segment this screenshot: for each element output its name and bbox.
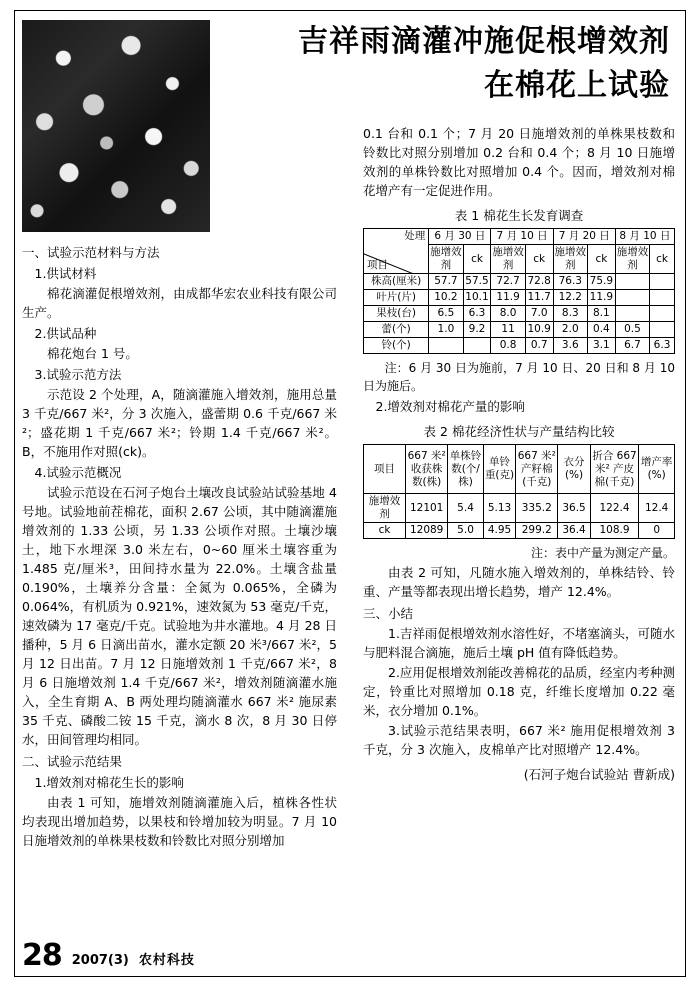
table-2-cell: 5.4 — [448, 494, 484, 523]
table-row — [364, 229, 675, 245]
subsection-1-3-text: 示范设 2 个处理，A，随滴灌施入增效剂，施用总量 3 千克/667 米²，分 3 次施入，盛蕾期 0.6 千克/667 米²；盛花期 1 千克/667 米²；铃期 1.4 千克/667 米²。B，不施用作对照(ck)。 — [22, 387, 337, 459]
table-row — [364, 322, 675, 338]
table-1-sub-header: 施增效剂 — [615, 245, 649, 274]
table-1-cell: 6.5 — [429, 306, 463, 322]
table-2-cell: 5.0 — [448, 523, 484, 539]
table-1-row-label: 株高(厘米) — [364, 274, 429, 290]
table-1-cell — [615, 290, 649, 306]
table-2-col-header: 单铃重(克) — [483, 445, 515, 494]
table-1-cell: 1.0 — [429, 322, 463, 338]
table-1-row-label: 铃(个) — [364, 338, 429, 354]
table-1-cell: 8.1 — [587, 306, 615, 322]
issue-label: 2007(3) — [71, 953, 129, 968]
subsection-2-1-text: 由表 1 可知，施增效剂随滴灌施入后，植株各性状均表现出增加趋势，以果枝和铃增加较为明显。7 月 10 日施增效剂的单株果枝数和铃数比对照分别增加 — [22, 795, 337, 848]
table-2-cell: 299.2 — [516, 523, 558, 539]
subsection-1-4-text: 试验示范设在石河子炮台土壤改良试验站试验基地 4 号地。试验地前茬棉花，面积 2.67 公顷，其中随滴灌施增效剂的 1.33 公顷，另 1.33 公顷作对照。土壤沙壤土，地下水埋深 3.0 米左右，0~60 厘米土壤容重为 1.485 克/厘米³，田间持水量为 22.0%。土壤含盐量 0.190%，土壤养分含量：全氮为 0.065%，全磷为 0.064%，有机质为 0.921%，速效氮为 53 毫克/千克，速效磷为 17 毫克/千克。试验地为井水灌地。4 月 28 日播种，5 月 6 日滴出苗水，灌水定额 20 米³/667 米²，5 月 12 日出苗。7 月 12 日施增效剂 1 千克/667 米²，8 月 6 日施增效剂 1.4 千克/667 米²，增效剂随滴灌水施入，全生育期 A、B 两处理均随滴灌水 667 米² 施尿素 35 千克、磷酸二铵 15 千克，滴水 8 次，8 月 30 日停水，田间管理均相同。 — [22, 485, 337, 747]
left-column — [22, 240, 337, 851]
table-1-row-label: 叶片(片) — [364, 290, 429, 306]
table-1-cell: 11.7 — [525, 290, 553, 306]
journal-name: 农村科技 — [138, 953, 195, 968]
table-row — [364, 274, 675, 290]
table-1-cell: 76.3 — [553, 274, 587, 290]
table-2-cell: 12089 — [406, 523, 448, 539]
cotton-field-photo — [22, 20, 210, 232]
table-1-cell — [650, 274, 675, 290]
page-border-bottom — [14, 976, 686, 977]
article-title — [170, 22, 670, 106]
table-2-col-header: 667 米² 收获株数(株) — [406, 445, 448, 494]
table-1-corner-bottom-label: 项目 — [367, 259, 388, 271]
table-2-col-header: 项目 — [364, 445, 406, 494]
summary-point-3: 3.试验示范结果表明，667 米² 施用促根增效剂 3 千克，分 3 次施入，皮棉单产比对照增产 12.4%。 — [363, 723, 675, 757]
table-1-cell — [615, 306, 649, 322]
table-1-note: 注：6 月 30 日为施前，7 月 10 日、20 日和 8 月 10 日为施后。 — [363, 361, 675, 393]
table-2-col-header: 667 米² 产籽棉(千克) — [516, 445, 558, 494]
subsection-2-2-heading: 2.增效剂对棉花产量的影响 — [375, 399, 525, 414]
right-column — [363, 124, 675, 785]
section-1-heading: 一、试验示范材料与方法 — [22, 245, 160, 260]
table-1-row-label: 蕾(个) — [364, 322, 429, 338]
table-2-cell: 12.4 — [639, 494, 675, 523]
table-1-sub-header: ck — [587, 245, 615, 274]
table-1-cell: 11.9 — [491, 290, 525, 306]
table-1-cell: 6.3 — [463, 306, 491, 322]
table-1-sub-header: ck — [463, 245, 491, 274]
table-1-cell — [615, 274, 649, 290]
table-1-cell: 57.5 — [463, 274, 491, 290]
table-row — [364, 445, 675, 494]
table-1-caption: 表 1 棉花生长发育调查 — [454, 208, 584, 223]
table-1-cell — [463, 338, 491, 354]
table-1-cell: 7.0 — [525, 306, 553, 322]
table-1-cell: 8.3 — [553, 306, 587, 322]
table-2-col-header: 单株铃数(个/株) — [448, 445, 484, 494]
after-table-2-text: 由表 2 可知，凡随水施入增效剂的，单株结铃、铃重、产量等都表现出增长趋势，增产 12.4%。 — [363, 565, 675, 599]
page-border-top — [14, 10, 686, 11]
table-1-sub-header: 施增效剂 — [553, 245, 587, 274]
table-1-cell: 11 — [491, 322, 525, 338]
table-1-row-label: 果枝(台) — [364, 306, 429, 322]
table-1-cell: 6.3 — [650, 338, 675, 354]
table-row — [364, 494, 675, 523]
table-2-col-header: 折合 667 米² 产皮棉(千克) — [590, 445, 639, 494]
table-1-cell: 72.8 — [525, 274, 553, 290]
table-row — [364, 338, 675, 354]
table-2-col-header: 衣分(%) — [558, 445, 590, 494]
table-1-cell — [650, 306, 675, 322]
title-line-1: 吉祥雨滴灌冲施促根增效剂 — [298, 24, 670, 59]
table-1-cell: 75.9 — [587, 274, 615, 290]
table-2-cell: 4.95 — [483, 523, 515, 539]
table-1-group-header: 7 月 10 日 — [491, 229, 553, 245]
right-intro-text: 0.1 台和 0.1 个；7 月 20 日施增效剂的单株果枝数和铃数比对照分别增加 0.2 台和 0.4 个；8 月 10 日施增效剂的单株铃数比对照增加 0.4 个。因而，增效剂对棉花增产有一定促进作用。 — [363, 126, 675, 198]
table-yield-structure — [363, 444, 675, 539]
table-1-cell: 0.7 — [525, 338, 553, 354]
table-1-cell: 57.7 — [429, 274, 463, 290]
table-2-cell: 122.4 — [590, 494, 639, 523]
table-1-sub-header: 施增效剂 — [491, 245, 525, 274]
table-1-cell: 2.0 — [553, 322, 587, 338]
table-1-cell: 10.2 — [429, 290, 463, 306]
page-border-left — [14, 10, 15, 977]
page-footer — [22, 938, 195, 973]
table-row — [364, 290, 675, 306]
table-2-cell: 335.2 — [516, 494, 558, 523]
table-1-group-header: 6 月 30 日 — [429, 229, 491, 245]
summary-point-1: 1.吉祥雨促根增效剂水溶性好，不堵塞滴头，可随水与肥料混合滴施，施后土壤 pH 值有降低趋势。 — [363, 626, 675, 660]
table-2-cell: 5.13 — [483, 494, 515, 523]
page-border-right — [685, 10, 686, 977]
table-1-cell: 8.0 — [491, 306, 525, 322]
table-1-group-header: 8 月 10 日 — [615, 229, 674, 245]
subsection-1-2-text: 棉花炮台 1 号。 — [47, 346, 138, 361]
summary-point-2: 2.应用促根增效剂能改善棉花的品质，经室内考种测定，铃重比对照增加 0.18 克，纤维长度增加 0.22 毫米，衣分增加 0.1%。 — [363, 665, 675, 718]
table-2-col-header: 增产率(%) — [639, 445, 675, 494]
table-1-cell — [650, 290, 675, 306]
table-row — [364, 306, 675, 322]
page-number: 28 — [22, 938, 62, 973]
table-2-row-label: ck — [364, 523, 406, 539]
table-1-cell: 10.9 — [525, 322, 553, 338]
subsection-1-4-heading: 4.试验示范概况 — [34, 465, 122, 480]
table-1-sub-header: 施增效剂 — [429, 245, 463, 274]
table-1-sub-header: ck — [525, 245, 553, 274]
table-2-cell: 0 — [639, 523, 675, 539]
table-1-cell: 3.1 — [587, 338, 615, 354]
table-1-cell: 0.8 — [491, 338, 525, 354]
table-2-cell: 12101 — [406, 494, 448, 523]
subsection-1-3-heading: 3.试验示范方法 — [34, 367, 122, 382]
table-1-cell: 9.2 — [463, 322, 491, 338]
table-1-group-header: 7 月 20 日 — [553, 229, 615, 245]
section-3-heading: 三、小结 — [363, 606, 414, 621]
table-2-cell: 108.9 — [590, 523, 639, 539]
table-1-cell: 3.6 — [553, 338, 587, 354]
table-2-row-label: 施增效剂 — [364, 494, 406, 523]
subsection-2-1-heading: 1.增效剂对棉花生长的影响 — [34, 775, 184, 790]
table-1-cell: 10.1 — [463, 290, 491, 306]
table-1-cell: 0.4 — [587, 322, 615, 338]
article-signature: (石河子炮台试验站 曹新成) — [523, 767, 675, 782]
table-1-cell — [429, 338, 463, 354]
table-1-cell: 11.9 — [587, 290, 615, 306]
subsection-1-1-text: 棉花滴灌促根增效剂，由成都华宏农业科技有限公司生产。 — [22, 286, 337, 320]
table-growth-development — [363, 228, 675, 354]
subsection-1-1-heading: 1.供试材料 — [34, 266, 97, 281]
table-2-cell: 36.4 — [558, 523, 590, 539]
subsection-1-2-heading: 2.供试品种 — [34, 326, 97, 341]
table-1-corner-top-label: 处理 — [404, 230, 426, 242]
table-1-cell: 72.7 — [491, 274, 525, 290]
table-row — [364, 523, 675, 539]
table-1-cell — [650, 322, 675, 338]
table-1-cell: 0.5 — [615, 322, 649, 338]
table-1-corner-cell — [364, 229, 429, 274]
title-line-2: 在棉花上试验 — [484, 68, 670, 103]
table-1-cell: 6.7 — [615, 338, 649, 354]
table-2-note: 注：表中产量为测定产量。 — [530, 546, 675, 560]
table-1-cell: 12.2 — [553, 290, 587, 306]
table-2-cell: 36.5 — [558, 494, 590, 523]
section-2-heading: 二、试验示范结果 — [22, 754, 123, 769]
table-2-caption: 表 2 棉花经济性状与产量结构比较 — [423, 424, 615, 439]
table-1-sub-header: ck — [650, 245, 675, 274]
